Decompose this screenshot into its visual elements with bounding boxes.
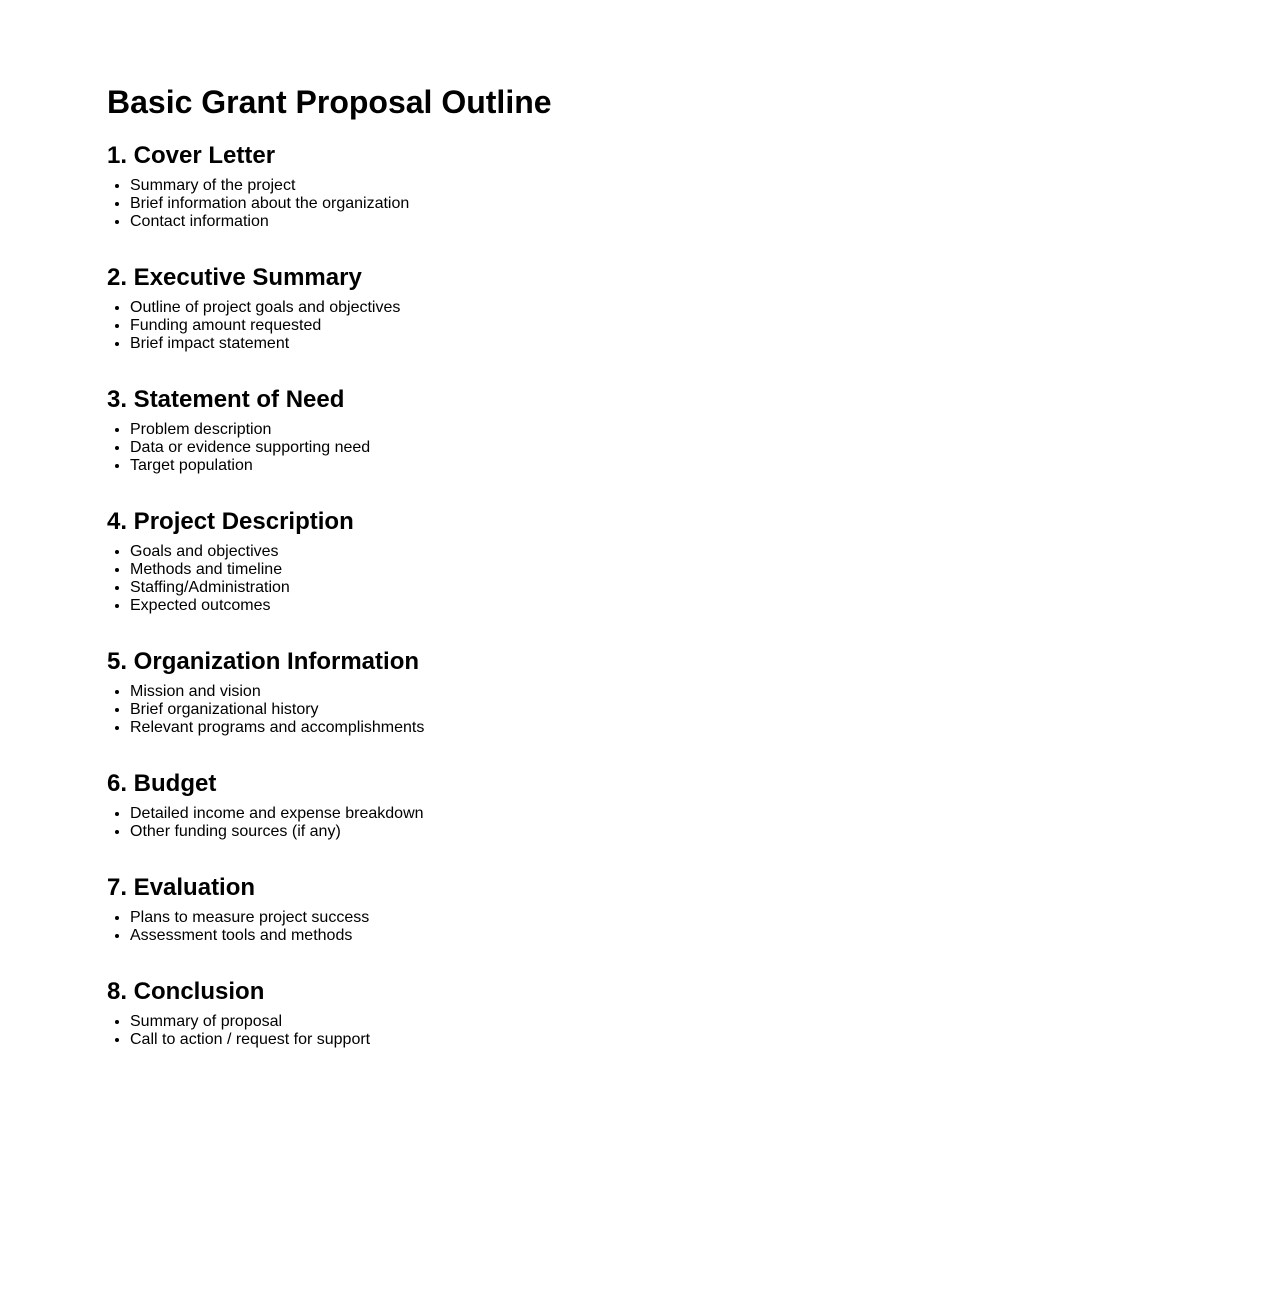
section-project-description <box>107 508 1207 615</box>
list-item: • Expected outcomes <box>130 597 1207 615</box>
section-conclusion <box>107 978 1207 1049</box>
list-item: • Goals and objectives <box>130 543 1207 561</box>
list-item: • Detailed income and expense breakdown <box>130 805 1207 823</box>
section-evaluation <box>107 874 1207 945</box>
list-item: • Staffing/Administration <box>130 579 1207 597</box>
list-item: • Methods and timeline <box>130 561 1207 579</box>
page-title: Basic Grant Proposal Outline <box>107 84 552 120</box>
section-heading: 8. Conclusion <box>107 978 265 1005</box>
list-item: • Brief impact statement <box>130 335 1207 353</box>
list-item: • Outline of project goals and objectives <box>130 299 1207 317</box>
section-executive-summary <box>107 264 1207 353</box>
list-item: • Relevant programs and accomplishments <box>130 719 1207 737</box>
bullet-list <box>107 299 1207 353</box>
section-heading: 5. Organization Information <box>107 648 420 675</box>
list-item: • Summary of proposal <box>130 1013 1207 1031</box>
bullet-list <box>107 421 1207 475</box>
list-item: • Other funding sources (if any) <box>130 823 1207 841</box>
list-item: • Brief information about the organization <box>130 195 1207 213</box>
bullet-list <box>107 177 1207 231</box>
bullet-list <box>107 805 1207 841</box>
section-organization-information <box>107 648 1207 737</box>
bullet-list <box>107 543 1207 615</box>
list-item: • Brief organizational history <box>130 701 1207 719</box>
list-item: • Plans to measure project success <box>130 909 1207 927</box>
list-item: • Funding amount requested <box>130 317 1207 335</box>
section-cover-letter <box>107 142 1207 231</box>
bullet-list <box>107 1013 1207 1049</box>
list-item: • Assessment tools and methods <box>130 927 1207 945</box>
section-heading: 7. Evaluation <box>107 874 256 901</box>
section-heading: 3. Statement of Need <box>107 386 345 413</box>
section-budget <box>107 770 1207 841</box>
list-item: • Call to action / request for support <box>130 1031 1207 1049</box>
document-page <box>107 84 1207 1082</box>
section-heading: 6. Budget <box>107 770 217 797</box>
section-heading: 4. Project Description <box>107 508 354 535</box>
list-item: • Mission and vision <box>130 683 1207 701</box>
list-item: • Data or evidence supporting need <box>130 439 1207 457</box>
section-statement-of-need <box>107 386 1207 475</box>
list-item: • Target population <box>130 457 1207 475</box>
list-item: • Summary of the project <box>130 177 1207 195</box>
list-item: • Contact information <box>130 213 1207 231</box>
bullet-list <box>107 909 1207 945</box>
bullet-list <box>107 683 1207 737</box>
list-item: • Problem description <box>130 421 1207 439</box>
section-heading: 2. Executive Summary <box>107 264 362 291</box>
section-heading: 1. Cover Letter <box>107 142 276 169</box>
